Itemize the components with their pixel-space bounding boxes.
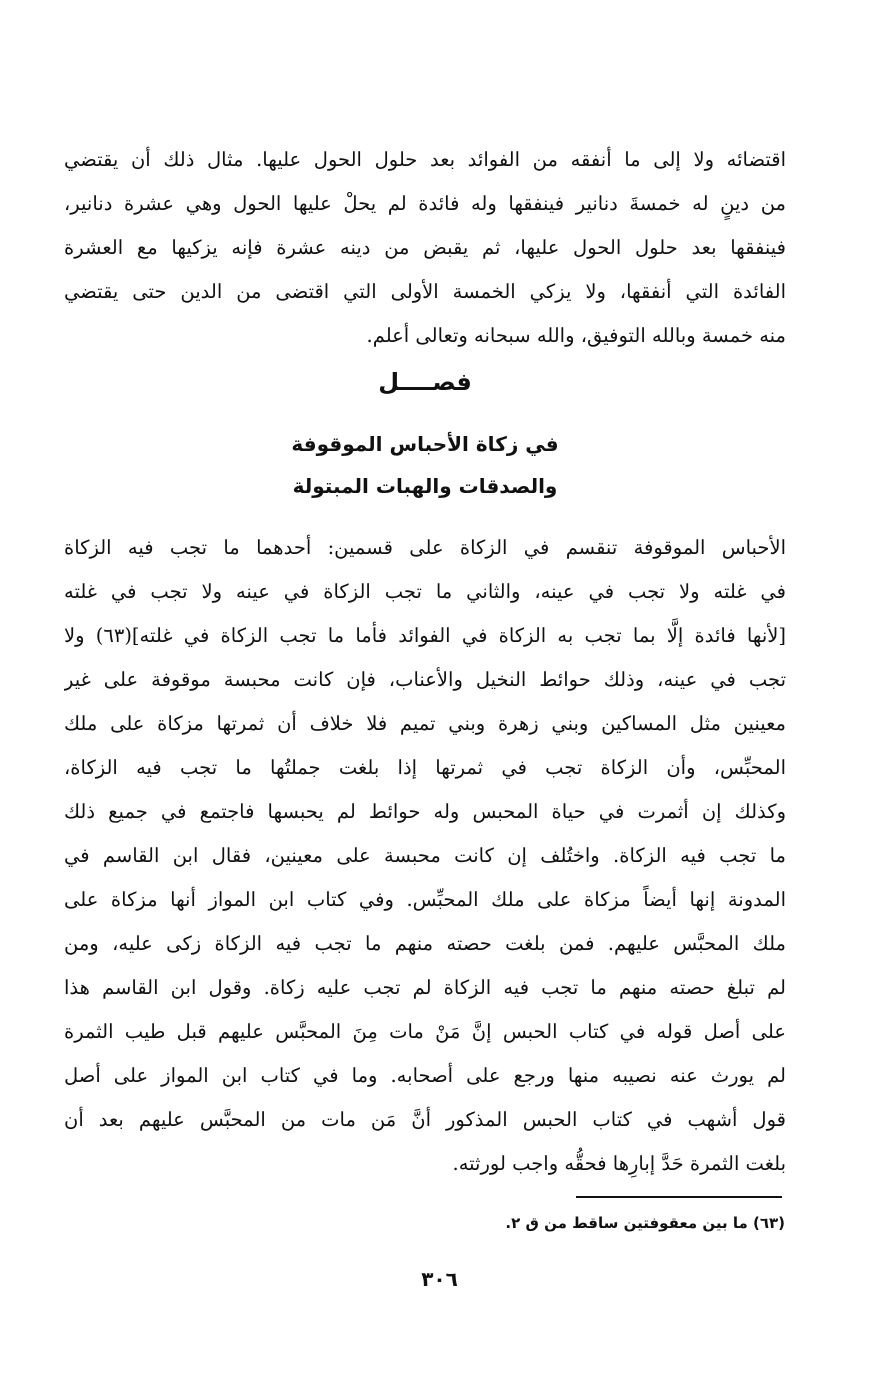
paragraph-2-line: ملك المحبَّس عليهم. فمن بلغت حصته منهم ما تجب فيه الزكاة زكى عليه، ومن [64, 932, 786, 955]
paragraph-2-line: لم تبلغ حصته منهم ما تجب فيه الزكاة لم تجب عليه زكاة. وقول ابن القاسم هذا [64, 976, 786, 999]
paragraph-1-line: فينفقها بعد حلول الحول عليها، ثم يقبض من دينه عشرة فإنه يزكيها مع العشرة [64, 236, 786, 259]
page-number: ٣٠٦ [421, 1267, 458, 1291]
paragraph-1-line: الفائدة التي أنفقها، ولا يزكي الخمسة الأولى التي اقتضى من الدين حتى يقتضي [64, 280, 786, 303]
paragraph-1-line: منه خمسة وبالله التوفيق، والله سبحانه وتعالى أعلم. [366, 324, 786, 347]
footnote: (٦٣) ما بين معقوفتين ساقط من ق ٢. [505, 1214, 785, 1232]
paragraph-2-line: وكذلك إن أثمرت في حياة المحبس وله حوائط لم يحبسها فاجتمع في جميع ذلك [64, 800, 786, 823]
footnote-separator [576, 1196, 782, 1198]
paragraph-2-line: في غلته ولا تجب في عينه، والثاني ما تجب الزكاة في عينه ولا تجب في غلته [64, 580, 786, 603]
paragraph-2-line: المدونة إنها أيضاً مزكاة على ملك المحبِّس. وفي كتاب ابن المواز أنها مزكاة على [64, 888, 786, 911]
paragraph-2-line: المحبِّس، وأن الزكاة تجب في ثمرتها إذا بلغت جملتُها ما تجب فيه الزكاة، [64, 756, 786, 779]
paragraph-2-line: قول أشهب في كتاب الحبس المذكور أنَّ مَن مات من المحبَّس عليهم بعد أن [64, 1108, 786, 1131]
paragraph-2-line: تجب في عينه، وذلك حوائط النخيل والأعناب، فإن كانت محبسة موقوفة على غير [64, 668, 786, 691]
paragraph-2-line: الأحباس الموقوفة تنقسم في الزكاة على قسمين: أحدهما ما تجب فيه الزكاة [64, 536, 786, 559]
paragraph-2 [64, 526, 786, 1186]
section-title: فصــــل [378, 368, 472, 396]
section-subtitle-line-1: في زكاة الأحباس الموقوفة [291, 432, 559, 456]
paragraph-2-line: معينين مثل المساكين وبني زهرة وبني تميم فلا خلاف أن ثمرتها مزكاة على ملك [64, 712, 786, 735]
paragraph-2-line: على أصل قوله في كتاب الحبس إنَّ مَنْ مات مِنَ المحبَّس عليهم قبل طيب الثمرة [64, 1020, 786, 1043]
paragraph-1 [64, 138, 786, 358]
paragraph-2-line: بلغت الثمرة حَدَّ إبارِها فحقُّه واجب لورثته. [452, 1152, 786, 1175]
paragraph-2-line: [لأنها فائدة إلَّا بما تجب به الزكاة في الفوائد فأما ما تجب الزكاة في غلته](٦٣) ولا [64, 624, 786, 647]
paragraph-2-line: لم يورث عنه نصيبه منها ورجع على أصحابه. وما في كتاب ابن المواز على أصل [64, 1064, 786, 1087]
paragraph-1-line: من دينٍ له خمسةَ دنانير فينفقها وله فائدة لم يحلْ عليها الحول وهي عشرة دنانير، [64, 192, 786, 215]
paragraph-1-line: اقتضائه ولا إلى ما أنفقه من الفوائد بعد حلول الحول عليها. مثال ذلك أن يقتضي [64, 148, 786, 171]
paragraph-2-line: ما تجب فيه الزكاة. واختُلف إن كانت محبسة على معينين، فقال ابن القاسم في [64, 844, 786, 867]
section-subtitle-line-2: والصدقات والهبات المبتولة [292, 474, 558, 498]
